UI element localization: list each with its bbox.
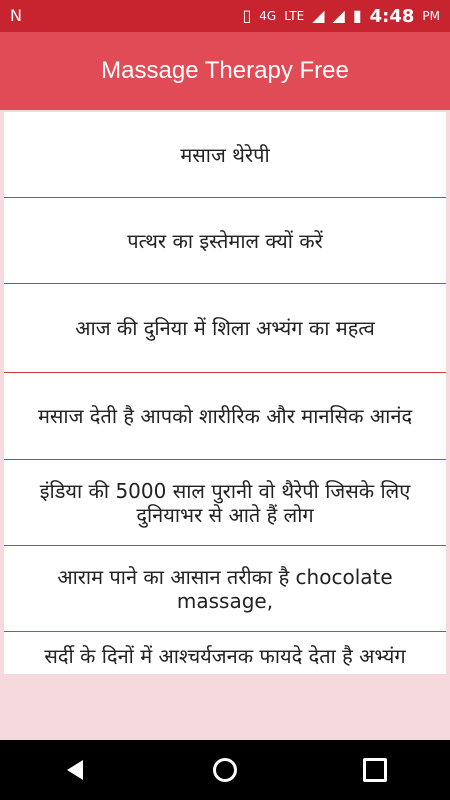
back-triangle-icon — [67, 760, 83, 780]
list-item-title: सर्दी के दिनों में आश्चर्यजनक फायदे देता है अभ्यंग — [44, 644, 406, 668]
home-circle-icon — [213, 758, 237, 782]
list-item-title: आराम पाने का आसान तरीका है chocolate massage, — [57, 564, 393, 613]
bottom-background — [0, 674, 450, 740]
list-item-title: आज की दुनिया में शिला अभ्यंग का महत्व — [75, 316, 375, 340]
list-item[interactable] — [4, 546, 446, 632]
list-item-title: मसाज देती है आपको शारीरिक और मानसिक आनंद — [37, 404, 413, 428]
wifi-signal-icon: ◢ — [312, 6, 325, 25]
list-item-title: मसाज थेरेपी — [180, 142, 270, 167]
navigation-bar — [0, 740, 450, 800]
status-left — [10, 8, 22, 24]
recent-square-icon — [363, 758, 387, 782]
cell-signal-icon: ◢ — [332, 6, 345, 25]
battery-icon: ▮ — [352, 6, 362, 25]
list-item-title: पत्थर का इस्तेमाल क्यों करें — [127, 228, 323, 253]
app-bar — [0, 32, 450, 110]
n-logo-icon: N — [10, 6, 22, 25]
recent-apps-button[interactable] — [355, 750, 395, 790]
vibrate-icon: ▯ — [242, 6, 252, 25]
list-item[interactable] — [4, 284, 446, 373]
clock-time: 4:48 — [369, 5, 415, 27]
app-title: Massage Therapy Free — [101, 57, 349, 84]
article-list — [4, 112, 446, 674]
list-item[interactable] — [4, 632, 446, 674]
clock-ampm: PM — [422, 9, 440, 23]
status-right — [242, 6, 440, 27]
signal-4g-label: 4G — [259, 9, 277, 23]
back-button[interactable] — [55, 750, 95, 790]
list-item[interactable] — [4, 373, 446, 460]
list-item[interactable] — [4, 460, 446, 546]
status-bar — [0, 0, 450, 32]
list-item-title: इंडिया की 5000 साल पुरानी वो थैरेपी जिसके लिए दुनियाभर से आते हैं लोग — [39, 478, 411, 527]
home-button[interactable] — [205, 750, 245, 790]
lte-label: LTE — [284, 9, 305, 23]
list-item[interactable] — [4, 198, 446, 284]
list-item[interactable] — [4, 112, 446, 198]
